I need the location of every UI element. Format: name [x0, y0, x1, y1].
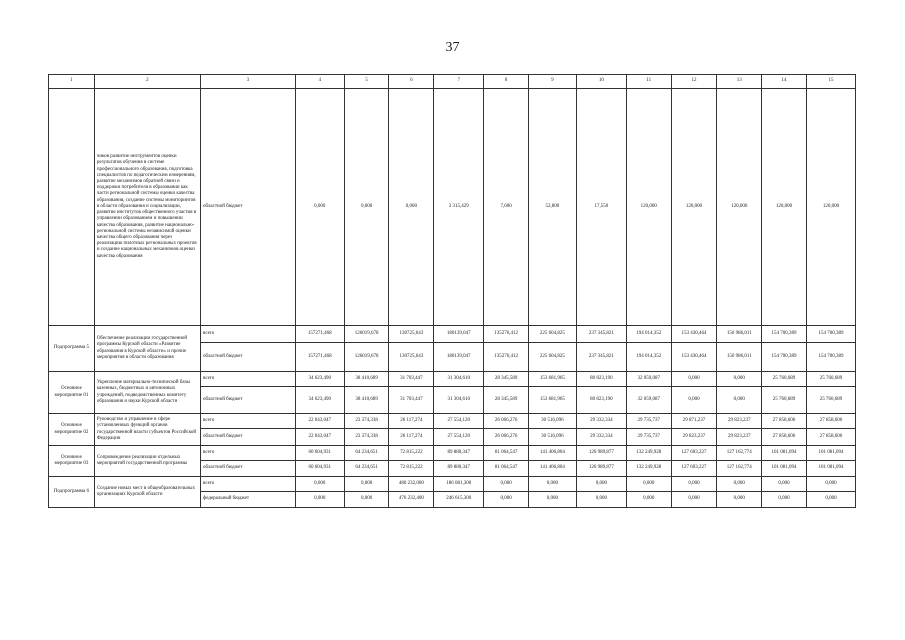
- page-number: 37: [445, 40, 460, 55]
- value-cell: 126 989,877: [576, 461, 626, 477]
- value-cell: 31 703,447: [389, 387, 434, 414]
- value-cell: 60 604,931: [295, 446, 344, 461]
- value-cell: 120,000: [671, 89, 717, 326]
- value-cell: 60 604,931: [295, 461, 344, 477]
- budget-table: [48, 74, 856, 508]
- value-cell: 120,000: [806, 89, 855, 326]
- value-cell: 27 858,606: [762, 414, 807, 429]
- value-cell: 0,000: [576, 477, 626, 492]
- funding-source: областной бюджет: [201, 89, 296, 326]
- value-cell: 126019,678: [344, 343, 389, 372]
- value-cell: 157271,468: [295, 326, 344, 343]
- value-cell: 0,000: [806, 492, 855, 508]
- value-cell: 120,000: [717, 89, 762, 326]
- value-cell: 32 059,087: [626, 372, 671, 387]
- value-cell: 476 232,400: [389, 492, 434, 508]
- value-cell: 180139,047: [434, 343, 484, 372]
- value-cell: 0,000: [626, 492, 671, 508]
- value-cell: 0,000: [671, 372, 717, 387]
- value-cell: 154 700,389: [806, 343, 855, 372]
- value-cell: 0,000: [344, 89, 389, 326]
- value-cell: 64 234,651: [344, 446, 389, 461]
- value-cell: 0,000: [344, 477, 389, 492]
- column-header: 7: [434, 75, 484, 89]
- value-cell: 101 081,094: [806, 446, 855, 461]
- value-cell: 31 304,610: [434, 372, 484, 387]
- value-cell: 25 760,689: [762, 387, 807, 414]
- empty-cell: [49, 89, 95, 326]
- value-cell: 28 345,589: [484, 387, 529, 414]
- value-cell: 127 603,227: [671, 461, 717, 477]
- value-cell: 81 064,547: [484, 446, 529, 461]
- program-name: Основное мероприятие 01: [49, 372, 95, 414]
- funding-source: областной бюджет: [201, 461, 296, 477]
- value-cell: 130725,643: [389, 343, 434, 372]
- row-description: Сопровождение реализации отдельных мероприятий государственной программы: [94, 446, 200, 477]
- program-name: Основное мероприятие 02: [49, 414, 95, 446]
- value-cell: 22 043,047: [295, 414, 344, 429]
- value-cell: 480 232,000: [389, 477, 434, 492]
- value-cell: 0,000: [671, 492, 717, 508]
- funding-source: всего: [201, 372, 296, 387]
- value-cell: 7,600: [484, 89, 529, 326]
- column-header: 14: [762, 75, 807, 89]
- column-header: 12: [671, 75, 717, 89]
- value-cell: 101 081,094: [762, 446, 807, 461]
- value-cell: 225 604,825: [528, 326, 576, 343]
- row-description: Руководство и управление в сфере установленных функций органов государственной власти субъектов Российской Федерации: [94, 414, 200, 446]
- value-cell: 0,000: [295, 477, 344, 492]
- column-header: 9: [528, 75, 576, 89]
- value-cell: 29 823,237: [671, 429, 717, 446]
- value-cell: 27 858,606: [806, 429, 855, 446]
- value-cell: 29 871,237: [671, 414, 717, 429]
- value-cell: 27 554,120: [434, 429, 484, 446]
- value-cell: 0,000: [671, 477, 717, 492]
- value-cell: 32 059,087: [626, 387, 671, 414]
- value-cell: 153 430,464: [671, 326, 717, 343]
- value-cell: 101 081,094: [806, 461, 855, 477]
- value-cell: 0,000: [717, 372, 762, 387]
- value-cell: 27 858,606: [806, 414, 855, 429]
- value-cell: 29 735,737: [626, 414, 671, 429]
- value-cell: 120,000: [762, 89, 807, 326]
- value-cell: 26 117,274: [389, 429, 434, 446]
- value-cell: 29 332,334: [576, 414, 626, 429]
- value-cell: 0,000: [762, 492, 807, 508]
- column-header: 8: [484, 75, 529, 89]
- column-header: 1: [49, 75, 95, 89]
- value-cell: 30 516,096: [528, 414, 576, 429]
- value-cell: 246 615,300: [434, 492, 484, 508]
- value-cell: 52,800: [528, 89, 576, 326]
- value-cell: 0,000: [295, 492, 344, 508]
- value-cell: 89 880,347: [434, 446, 484, 461]
- column-header: 2: [94, 75, 200, 89]
- value-cell: 141 406,804: [528, 446, 576, 461]
- value-cell: 31 304,610: [434, 387, 484, 414]
- value-cell: 38 410,689: [344, 372, 389, 387]
- column-header: 5: [344, 75, 389, 89]
- value-cell: 30 516,096: [528, 429, 576, 446]
- value-cell: 153 430,464: [671, 343, 717, 372]
- program-name: Подпрограмма 5: [49, 326, 95, 372]
- table-row: [49, 89, 856, 326]
- table-row: [49, 372, 856, 387]
- value-cell: 29 823,237: [717, 429, 762, 446]
- value-cell: 126 989,877: [576, 446, 626, 461]
- funding-source: федеральный бюджет: [201, 492, 296, 508]
- value-cell: 25 760,689: [806, 372, 855, 387]
- value-cell: 0,000: [626, 477, 671, 492]
- value-cell: 0,000: [484, 477, 529, 492]
- value-cell: 237 345,821: [576, 343, 626, 372]
- column-header: 10: [576, 75, 626, 89]
- value-cell: 126019,678: [344, 326, 389, 343]
- funding-source: областной бюджет: [201, 429, 296, 446]
- value-cell: 157271,468: [295, 343, 344, 372]
- value-cell: 64 234,651: [344, 461, 389, 477]
- value-cell: 17,550: [576, 89, 626, 326]
- column-header: 6: [389, 75, 434, 89]
- value-cell: 28 345,589: [484, 372, 529, 387]
- value-cell: 130725,643: [389, 326, 434, 343]
- header-row: [49, 75, 856, 89]
- column-header: 3: [201, 75, 296, 89]
- value-cell: 127 603,227: [671, 446, 717, 461]
- value-cell: 194 014,352: [626, 326, 671, 343]
- column-header: 15: [806, 75, 855, 89]
- table-row: [49, 477, 856, 492]
- value-cell: 22 043,047: [295, 429, 344, 446]
- value-cell: 0,000: [576, 492, 626, 508]
- value-cell: 80 823,190: [576, 387, 626, 414]
- value-cell: 0,000: [717, 387, 762, 414]
- value-cell: 26 066,276: [484, 429, 529, 446]
- value-cell: 81 064,547: [484, 461, 529, 477]
- value-cell: 135276,412: [484, 343, 529, 372]
- value-cell: 27 858,606: [762, 429, 807, 446]
- value-cell: 156 986,011: [717, 343, 762, 372]
- value-cell: 132 249,928: [626, 446, 671, 461]
- value-cell: 80 823,190: [576, 372, 626, 387]
- value-cell: 0,000: [528, 492, 576, 508]
- value-cell: 0,000: [295, 89, 344, 326]
- value-cell: 3 315,429: [434, 89, 484, 326]
- column-header: 11: [626, 75, 671, 89]
- value-cell: 38 410,689: [344, 387, 389, 414]
- value-cell: 31 703,447: [389, 372, 434, 387]
- value-cell: 180139,047: [434, 326, 484, 343]
- value-cell: 0,000: [717, 492, 762, 508]
- table-body: [49, 75, 856, 508]
- value-cell: 25 760,689: [762, 372, 807, 387]
- program-name: Основное мероприятие 03: [49, 446, 95, 477]
- row-description: Создание новых мест в общеобразовательных организациях Курской области: [94, 477, 200, 508]
- table-row: [49, 446, 856, 461]
- value-cell: 29 332,334: [576, 429, 626, 446]
- value-cell: 0,000: [806, 477, 855, 492]
- program-name: Подпрограмма 6: [49, 477, 95, 508]
- value-cell: 0,000: [344, 492, 389, 508]
- funding-source: всего: [201, 414, 296, 429]
- value-cell: 101 081,094: [762, 461, 807, 477]
- value-cell: 0,000: [671, 387, 717, 414]
- value-cell: 127 162,774: [717, 446, 762, 461]
- column-header: 4: [295, 75, 344, 89]
- funding-source: всего: [201, 326, 296, 343]
- value-cell: 72 815,222: [389, 446, 434, 461]
- value-cell: 132 249,928: [626, 461, 671, 477]
- column-header: 13: [717, 75, 762, 89]
- value-cell: 29 735,737: [626, 429, 671, 446]
- value-cell: 34 623,490: [295, 387, 344, 414]
- value-cell: 26 066,276: [484, 414, 529, 429]
- value-cell: 0,000: [389, 89, 434, 326]
- value-cell: 89 880,347: [434, 461, 484, 477]
- value-cell: 0,000: [762, 477, 807, 492]
- value-cell: 156 986,011: [717, 326, 762, 343]
- value-cell: 27 554,120: [434, 414, 484, 429]
- row-description: Укрепление материально-технической базы казенных, бюджетных и автономных учреждений, подведомственных комитету образования и науки Курской области: [94, 372, 200, 414]
- value-cell: 29 823,237: [717, 414, 762, 429]
- value-cell: 23 374,338: [344, 414, 389, 429]
- value-cell: 23 374,338: [344, 429, 389, 446]
- value-cell: 154 700,389: [762, 343, 807, 372]
- value-cell: 135276,412: [484, 326, 529, 343]
- value-cell: 225 604,825: [528, 343, 576, 372]
- value-cell: 72 815,222: [389, 461, 434, 477]
- value-cell: 154 700,389: [806, 326, 855, 343]
- value-cell: 153 681,965: [528, 372, 576, 387]
- funding-source: областной бюджет: [201, 343, 296, 372]
- value-cell: 120,000: [626, 89, 671, 326]
- value-cell: 26 117,274: [389, 414, 434, 429]
- value-cell: 141 406,804: [528, 461, 576, 477]
- value-cell: 0,000: [484, 492, 529, 508]
- value-cell: 0,000: [717, 477, 762, 492]
- value-cell: 34 623,490: [295, 372, 344, 387]
- funding-source: всего: [201, 446, 296, 461]
- table-row: [49, 414, 856, 429]
- value-cell: 153 681,965: [528, 387, 576, 414]
- value-cell: 154 700,389: [762, 326, 807, 343]
- value-cell: 0,000: [528, 477, 576, 492]
- row-description: Обеспечение реализации государственной программы Курской области «Развитие образования в Курской области» и прочие мероприятия в области образования: [94, 326, 200, 372]
- value-cell: 237 345,821: [576, 326, 626, 343]
- value-cell: 25 760,689: [806, 387, 855, 414]
- value-cell: 194 014,352: [626, 343, 671, 372]
- value-cell: 186 081,300: [434, 477, 484, 492]
- table-row: [49, 326, 856, 343]
- funding-source: всего: [201, 477, 296, 492]
- funding-source: областной бюджет: [201, 387, 296, 414]
- row-description: чиков развитие инструментов оценки результатов обучения в системе профессионального образования, подготовка специалистов по педагогическим измерениям, развитие механизмов обратной связи и поддержки потребителя в образовании как части региональной системы оценки качества образования, создание системы мониторингов в области образования и социализации, развитие институтов общественного участия в управлении образованием и повышении качества образования, развитие национально-региональной системы независимой оценки качества общего образования через реализацию пилотных региональных проектов и создание национальных механизмов оценки качества образования: [94, 89, 200, 326]
- value-cell: 127 162,774: [717, 461, 762, 477]
